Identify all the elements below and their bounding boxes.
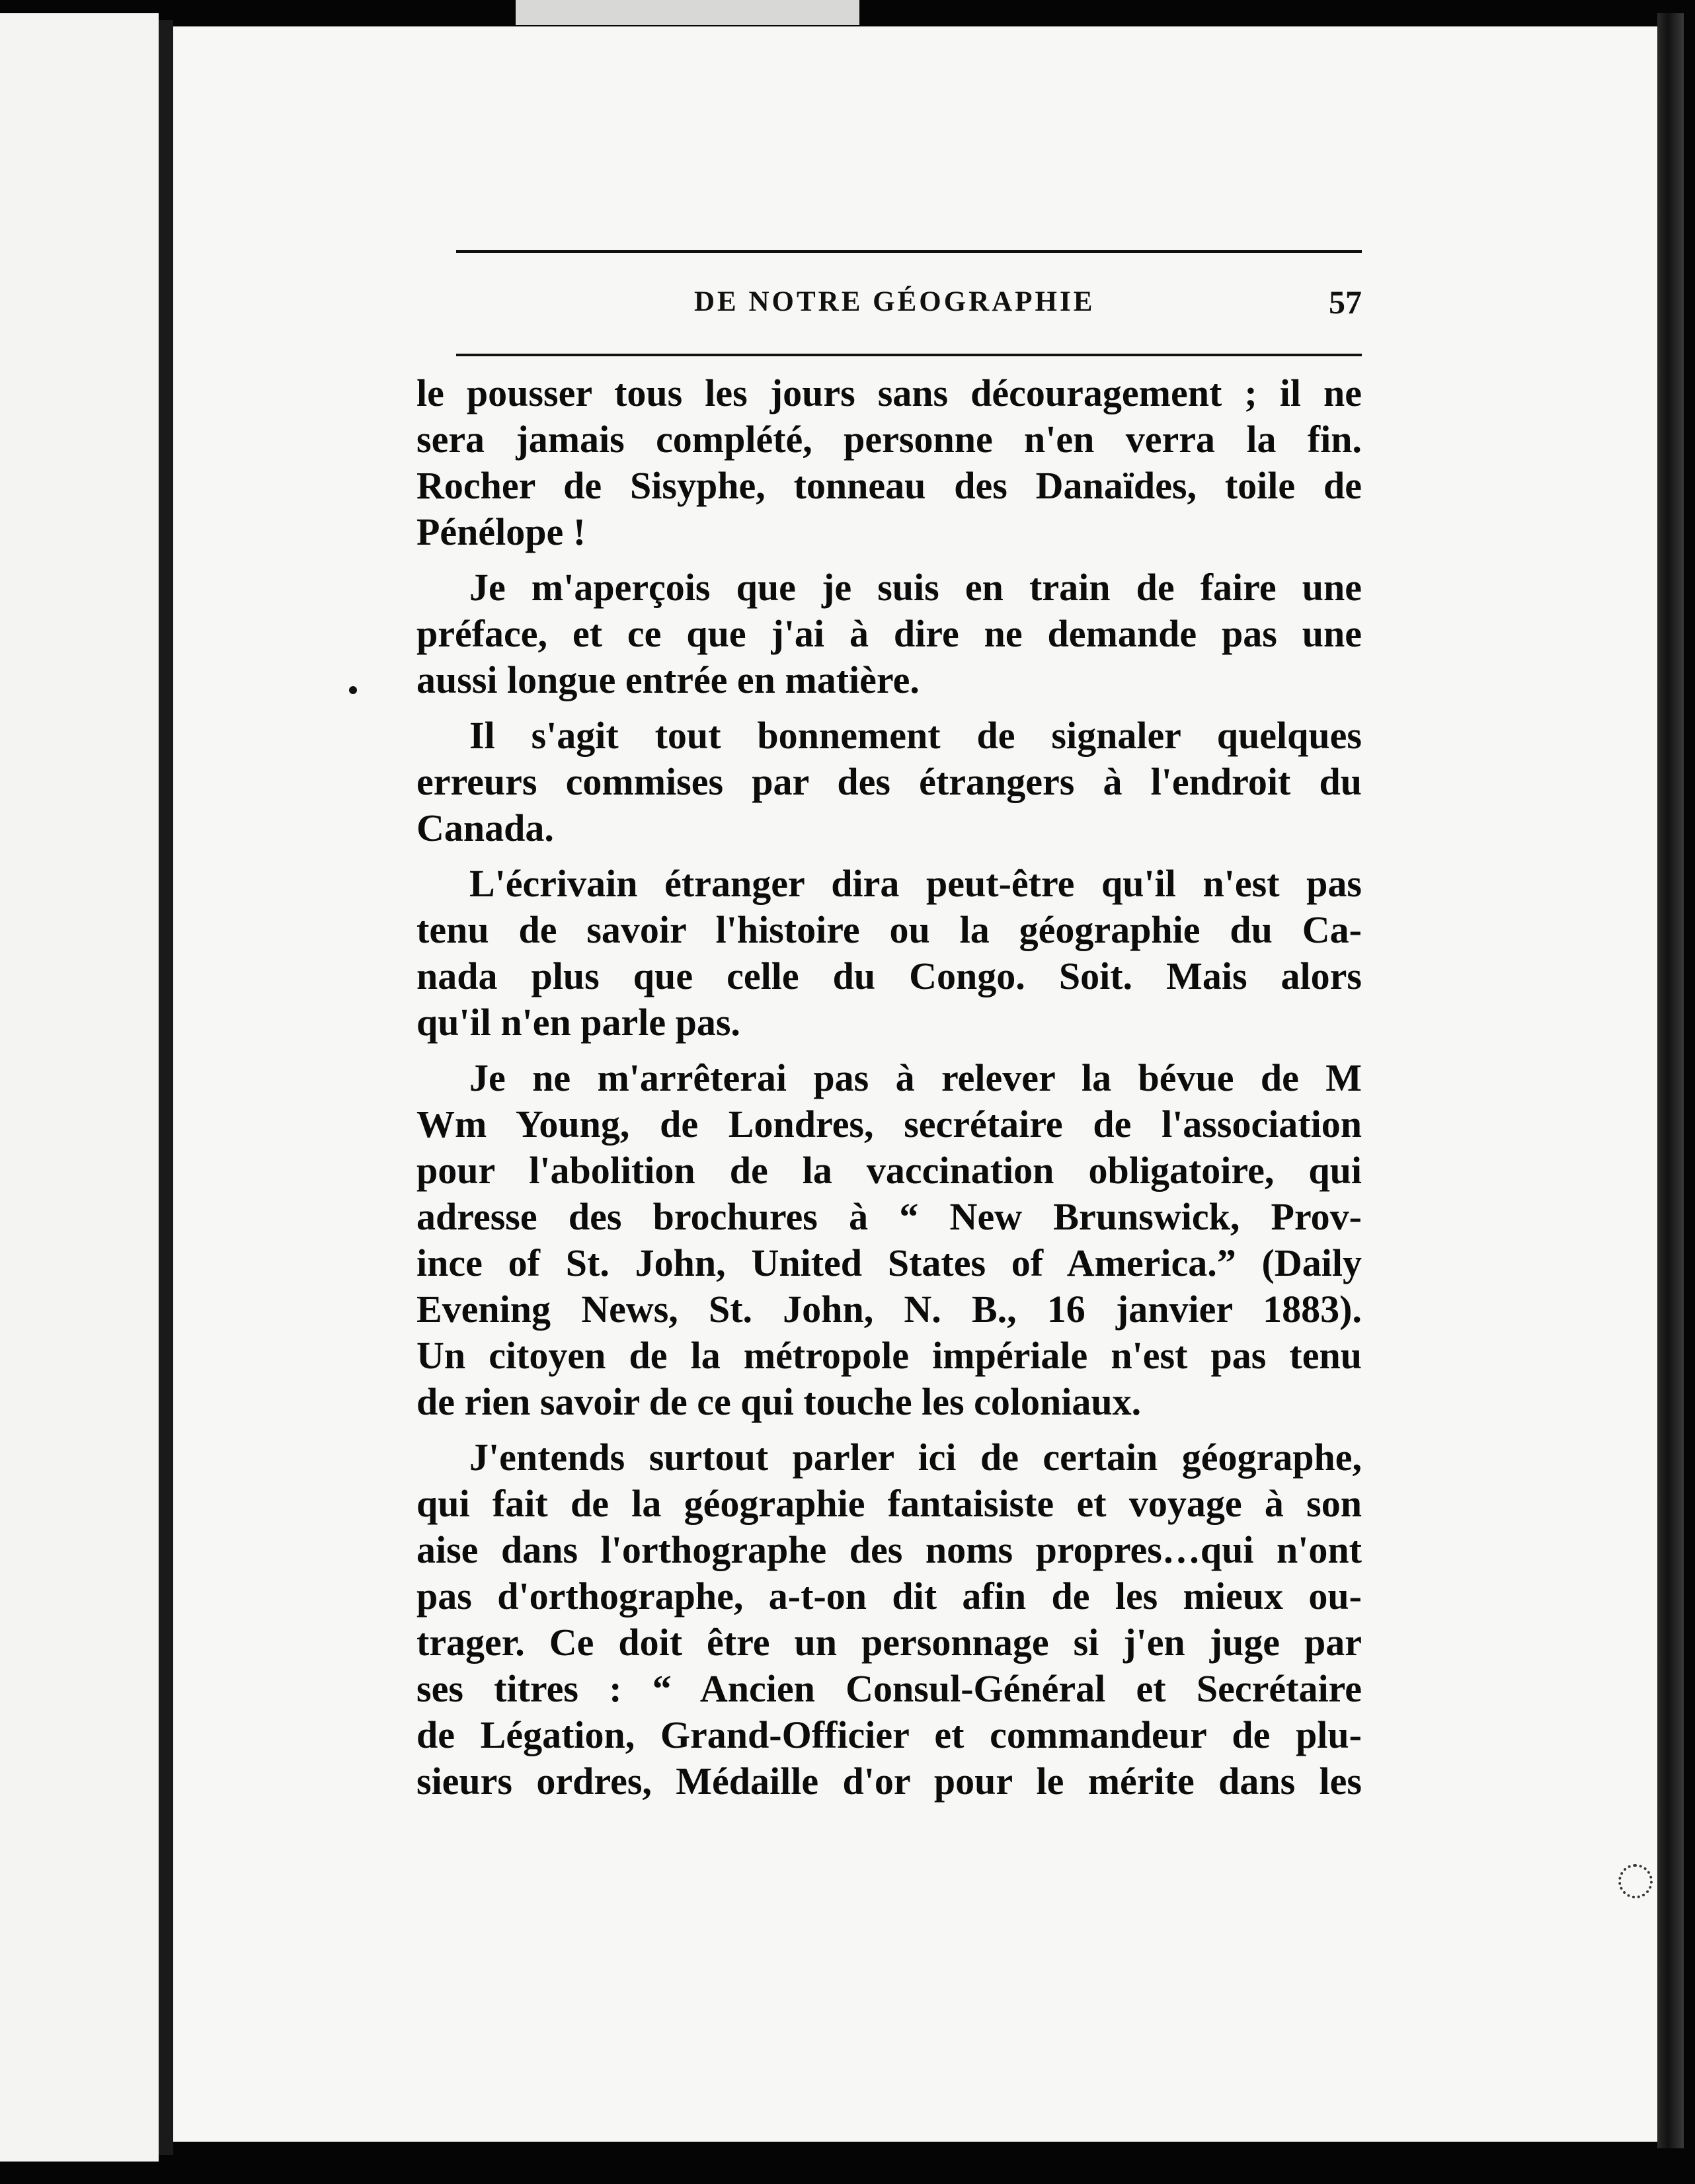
text-line: Je m'aperçois que je suis en train de faire une xyxy=(469,566,1362,609)
text-line: Canada. xyxy=(416,806,554,849)
text-line: le pousser tous les jours sans découragement ; il ne xyxy=(416,371,1362,414)
top-rule xyxy=(456,250,1362,253)
text-line: Il s'agit tout bonnement de signaler quelques xyxy=(469,714,1362,757)
text-line: J'entends surtout parler ici de certain géographe, xyxy=(469,1436,1362,1479)
paragraph xyxy=(416,1055,1362,1425)
text-line: aise dans l'orthographe des noms propres…qui n'ont xyxy=(416,1528,1362,1571)
text-line: ses titres : “ Ancien Consul-Général et Secrétaire xyxy=(416,1667,1362,1710)
text-line: Rocher de Sisyphe, tonneau des Danaïdes, toile de xyxy=(416,464,1362,507)
text-line: Un citoyen de la métropole impériale n'est pas tenu xyxy=(416,1334,1362,1377)
facing-page-edge xyxy=(0,13,159,2162)
text-line: aussi longue entrée en matière. xyxy=(416,658,920,701)
text-line: trager. Ce doit être un personnage si j'en juge par xyxy=(416,1621,1362,1664)
text-line: pas d'orthographe, a-t-on dit afin de les mieux ou- xyxy=(416,1575,1362,1618)
page-right-edge xyxy=(1657,13,1684,2148)
text-line: tenu de savoir l'histoire ou la géographie du Ca- xyxy=(416,908,1362,951)
text-line: sera jamais complété, personne n'en verra la fin. xyxy=(416,418,1362,461)
text-line: Pénélope ! xyxy=(416,510,586,553)
paragraph xyxy=(416,713,1362,851)
text-line: L'écrivain étranger dira peut-être qu'il n'est pas xyxy=(469,862,1362,905)
text-line: préface, et ce que j'ai à dire ne demande pas une xyxy=(416,612,1362,655)
text-line: Evening News, St. John, N. B., 16 janvier 1883). xyxy=(416,1288,1362,1331)
text-line: Wm Young, de Londres, secrétaire de l'association xyxy=(416,1103,1362,1146)
text-line: de Légation, Grand-Officier et commandeur de plu- xyxy=(416,1713,1362,1756)
body-text xyxy=(416,370,1362,1805)
text-line: de rien savoir de ce qui touche les coloniaux. xyxy=(416,1380,1142,1423)
paragraph xyxy=(416,565,1362,703)
paragraph xyxy=(416,370,1362,555)
paragraph xyxy=(416,1434,1362,1805)
scan-mark xyxy=(1618,1864,1653,1898)
running-title: DE NOTRE GÉOGRAPHIE xyxy=(694,286,1095,317)
text-line: adresse des brochures à “ New Brunswick, Prov- xyxy=(416,1195,1362,1238)
gutter-shadow xyxy=(159,20,173,2155)
text-line: sieurs ordres, Médaille d'or pour le mérite dans les xyxy=(416,1760,1362,1803)
text-line: qu'il n'en parle pas. xyxy=(416,1001,740,1044)
paragraph xyxy=(416,861,1362,1046)
page-number: 57 xyxy=(1329,284,1362,321)
text-line: pour l'abolition de la vaccination obligatoire, qui xyxy=(416,1149,1362,1192)
page-tab xyxy=(516,0,859,25)
running-head xyxy=(456,286,1362,332)
text-line: qui fait de la géographie fantaisiste et voyage à son xyxy=(416,1482,1362,1525)
text-line: erreurs commises par des étrangers à l'endroit du xyxy=(416,760,1362,803)
text-line: ince of St. John, United States of America.” (Daily xyxy=(416,1241,1362,1284)
ink-spot xyxy=(349,686,357,694)
header-rule xyxy=(456,354,1362,356)
text-line: Je ne m'arrêterai pas à relever la bévue de M xyxy=(469,1056,1362,1099)
text-line: nada plus que celle du Congo. Soit. Mais alors xyxy=(416,955,1362,997)
